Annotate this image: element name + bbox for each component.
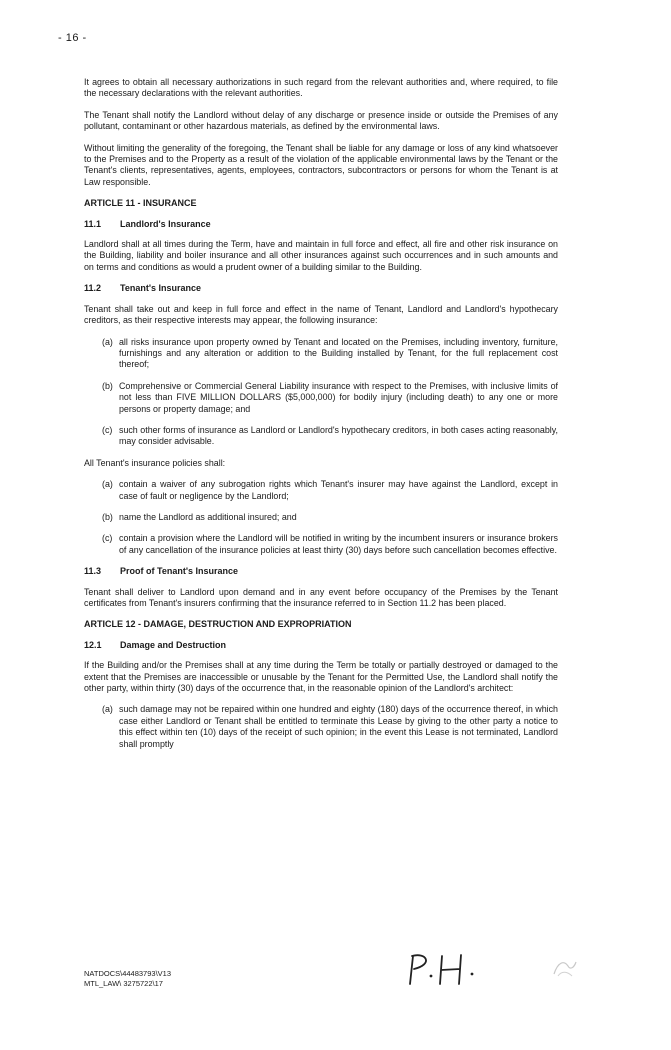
list-item: [102, 425, 558, 448]
section-number: 11.2: [84, 283, 102, 294]
faint-stamp-mark: [550, 956, 580, 980]
section-number: 11.3: [84, 566, 102, 577]
list-item: [102, 381, 558, 415]
list-item-label: (a): [102, 336, 113, 347]
footer-doc-id: NATDOCS\44483793\V13: [84, 969, 171, 978]
section-title: Tenant's Insurance: [120, 283, 201, 294]
footer-doc-id: MTL_LAW\ 3275722\17: [84, 978, 163, 988]
document-footer: [84, 969, 171, 988]
list-item: [102, 337, 558, 371]
section-title: Landlord's Insurance: [120, 218, 211, 229]
section-title: Proof of Tenant's Insurance: [120, 566, 238, 577]
section-heading: [84, 640, 558, 651]
list-item-label: (a): [102, 704, 113, 715]
list-item: [102, 533, 558, 556]
paragraph: Without limiting the generality of the foregoing, the Tenant shall be liable for any damage or loss of any kind whatsoever to the Premises and to the Property as a result of the violation of the applicable environmental laws by the Tenant or the Tenant's clients, representatives, agents, employees, contractors, subcontractors or persons for whom the Tenant is at Law responsible.: [84, 142, 558, 187]
page-number: - 16 -: [58, 32, 87, 44]
list-item: [102, 479, 558, 502]
handwritten-initials: [404, 950, 494, 990]
paragraph: Tenant shall deliver to Landlord upon demand and in any event before occupancy of the Premises by the Tenant certificates from Tenant's insurers confirming that the insurance referred to in Section 11.2 has been placed.: [84, 586, 558, 608]
list-item-text: such other forms of insurance as Landlord or Landlord's hypothecary creditors, in both cases acting reasonably, may consider advisable.: [119, 424, 558, 447]
paragraph: All Tenant's insurance policies shall:: [84, 457, 226, 468]
list-item-label: (a): [102, 479, 113, 490]
section-number: 11.1: [84, 218, 102, 229]
list-item: [102, 512, 558, 523]
list-item-label: (b): [102, 380, 113, 391]
list-item-label: (c): [102, 424, 113, 435]
list-item-text: name the Landlord as additional insured; and: [119, 511, 297, 522]
article-heading: ARTICLE 12 - DAMAGE, DESTRUCTION AND EXPROPRIATION: [84, 619, 352, 630]
paragraph: If the Building and/or the Premises shall at any time during the Term be totally or partially destroyed or damaged to the extent that the Premises are inaccessible or unusable by the Tenant for the Permitted Use, the Landlord shall notify the other party, within thirty (30) days of the occurrence that, in the reasonable opinion of the Landlord's architect:: [84, 660, 558, 694]
paragraph: It agrees to obtain all necessary authorizations in such regard from the relevant authorities and, where required, to file the necessary declarations with the relevant authorities.: [84, 77, 558, 99]
article-heading: ARTICLE 11 - INSURANCE: [84, 198, 197, 209]
list-item-text: all risks insurance upon property owned by Tenant and located on the Premises, including inventory, furniture, furnishings and any alteration or addition to the Building installed by Tenant, for the full replacement cost thereof;: [119, 336, 558, 370]
document-body: [84, 77, 558, 760]
list-item-text: contain a provision where the Landlord will be notified in writing by the incumbent insurers or insurance brokers of any cancellation of the insurance policies at least thirty (30) days before such cancellation becomes effective.: [119, 533, 558, 555]
list-item-text: Comprehensive or Commercial General Liability insurance with respect to the Premises, with inclusive limits of not less than FIVE MILLION DOLLARS ($5,000,000) for bodily injury (including death) to any one or more persons or property damage; and: [119, 380, 558, 414]
section-heading: [84, 566, 558, 577]
paragraph: Tenant shall take out and keep in full force and effect in the name of Tenant, Landlord and Landlord's hypothecary creditors, as their respective interests may appear, the following insurance:: [84, 303, 558, 326]
section-number: 12.1: [84, 639, 102, 650]
section-heading: [84, 283, 558, 294]
list-item-text: such damage may not be repaired within one hundred and eighty (180) days of the occurrence thereof, in which case either Landlord or Tenant shall be entitled to terminate this Lease by giving to the other party a notice to this effect within ten (10) days of the receipt of such opinion; in the event this Lease is not terminated, Landlord shall promptly: [119, 704, 558, 749]
list-item: [102, 704, 558, 750]
section-heading: [84, 219, 558, 230]
list-item-label: (b): [102, 511, 113, 522]
list-item-label: (c): [102, 533, 113, 544]
section-title: Damage and Destruction: [120, 639, 227, 650]
paragraph: The Tenant shall notify the Landlord without delay of any discharge or presence inside or outside the Premises of any pollutant, contaminant or other hazardous materials, as defined by the environmental laws.: [84, 109, 558, 132]
list-item-text: contain a waiver of any subrogation rights which Tenant's insurer may have against the Landlord, except in case of fault or negligence by the Landlord;: [119, 479, 558, 501]
paragraph: Landlord shall at all times during the Term, have and maintain in full force and effect, all fire and other risk insurance on the Building, liability and boiler insurance and all other insurances against such occurrences and in such amounts and on terms and conditions as would a prudent owner of a building similar to the Building.: [84, 239, 558, 272]
